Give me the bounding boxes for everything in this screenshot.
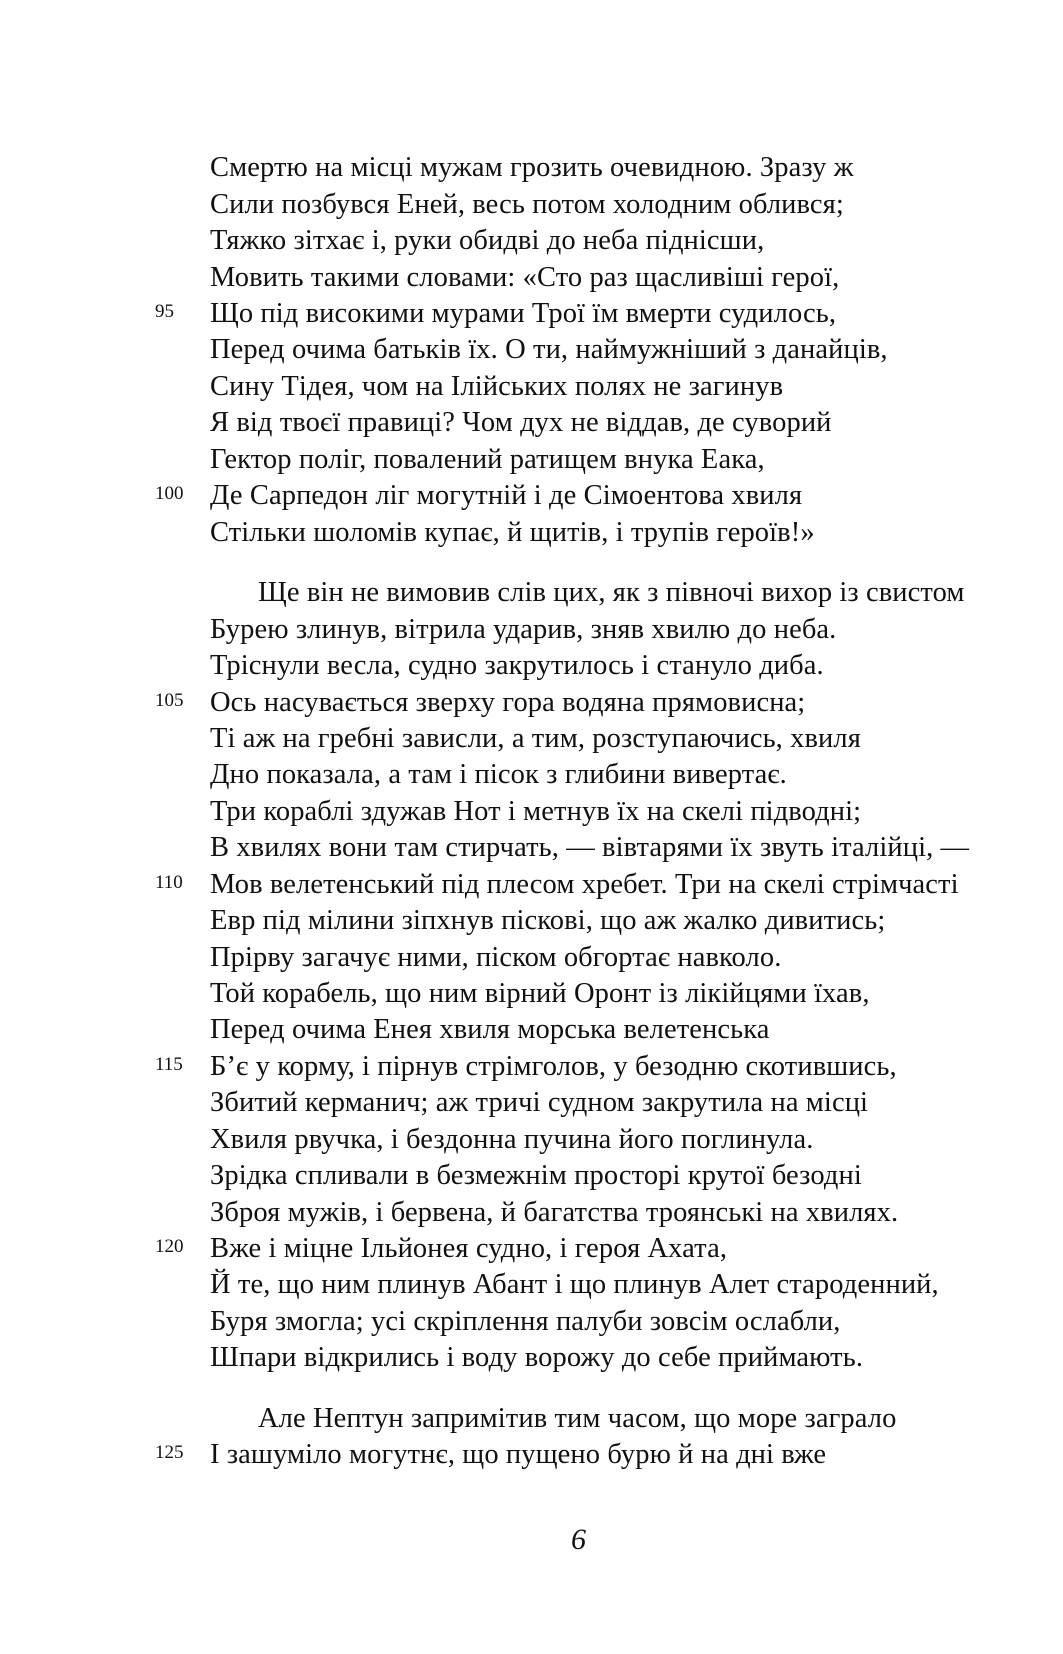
verse-line: Бурею злинув, вітрила ударив, зняв хвилю до неба. bbox=[210, 614, 837, 645]
verse-line: Перед очима Енея хвиля морська велетенська bbox=[210, 1014, 770, 1045]
verse-line: Ось насувається зверху гора водяна прямовисна; bbox=[210, 687, 806, 718]
verse-line: Стільки шоломів купає, й щитів, і трупів героїв!» bbox=[210, 517, 815, 548]
verse-line: Я від твоєї правиці? Чом дух не віддав, де суворий bbox=[210, 407, 832, 438]
verse-line: Смертю на місці мужам грозить очевидною. Зразу ж bbox=[210, 152, 854, 183]
verse-line: Ще він не вимовив слів цих, як з півночі вихор із свистом bbox=[258, 577, 965, 608]
line-number: 110 bbox=[155, 872, 183, 893]
verse-line: В хвилях вони там стирчать, — вівтарями їх звуть італійці, — bbox=[210, 832, 970, 863]
verse-line: Перед очима батьків їх. О ти, наймужніший з данайців, bbox=[210, 334, 888, 365]
verse-line: Що під високими мурами Трої їм вмерти судилось, bbox=[210, 298, 837, 329]
line-number: 100 bbox=[155, 483, 184, 504]
verse-line: Зброя мужів, і бервена, й багатства троянські на хвилях. bbox=[210, 1197, 899, 1228]
verse-line: Збитий керманич; аж тричі судном закрутила на місці bbox=[210, 1087, 869, 1118]
verse-line: Вже і міцне Ільйонея судно, і героя Ахата, bbox=[210, 1233, 728, 1264]
verse-line: Тріснули весла, судно закрутилось і стануло диба. bbox=[210, 650, 824, 681]
verse-line: Дно показала, а там і пісок з глибини вивертає. bbox=[210, 759, 787, 790]
verse-line: Сили позбувся Еней, весь потом холодним облився; bbox=[210, 189, 844, 220]
verse-line: Три кораблі здужав Нот і метнув їх на скелі підводні; bbox=[210, 796, 862, 827]
line-number: 125 bbox=[155, 1442, 184, 1463]
verse-line: Той корабель, що ним вірний Оронт із лікійцями їхав, bbox=[210, 978, 870, 1009]
page-number: 6 bbox=[571, 1523, 586, 1556]
verse-line: І зашуміло могутнє, що пущено бурю й на дні вже bbox=[210, 1439, 827, 1470]
verse-line: Хвиля рвучка, і бездонна пучина його поглинула. bbox=[210, 1124, 814, 1155]
verse-line: Тяжко зітхає і, руки обидві до неба піднісши, bbox=[210, 225, 765, 256]
line-number: 120 bbox=[155, 1236, 184, 1257]
verse-line: Де Сарпедон ліг могутній і де Сімоентова хвиля bbox=[210, 480, 803, 511]
verse-line: Але Нептун запримітив тим часом, що море заграло bbox=[258, 1403, 897, 1434]
line-number: 105 bbox=[155, 690, 184, 711]
verse-line: Евр під мілини зіпхнув піскові, що аж жалко дивитись; bbox=[210, 905, 886, 936]
verse-line: Мовить такими словами: «Сто раз щасливіші герої, bbox=[210, 262, 840, 293]
verse-line: Сину Тідея, чом на Ілійських полях не загинув bbox=[210, 371, 784, 402]
verse-line: Ті аж на гребні зависли, а тим, розступаючись, хвиля bbox=[210, 723, 861, 754]
verse-line: Зрідка спливали в безмежнім просторі крутої безодні bbox=[210, 1160, 862, 1191]
verse-line: Мов велетенський під плесом хребет. Три на скелі стрімчасті bbox=[210, 869, 959, 900]
verse-line: Й те, що ним плинув Абант і що плинув Алет староденний, bbox=[210, 1269, 939, 1300]
verse-line: Шпари відкрились і воду ворожу до себе приймають. bbox=[210, 1342, 864, 1373]
line-number: 115 bbox=[155, 1054, 183, 1075]
verse-line: Гектор поліг, повалений ратищем внука Еака, bbox=[210, 444, 765, 475]
line-number: 95 bbox=[155, 301, 174, 322]
verse-line: Буря змогла; усі скріплення палуби зовсім ослабли, bbox=[210, 1306, 841, 1337]
verse-line: Б’є у корму, і пірнув стрімголов, у безодню скотившись, bbox=[210, 1051, 897, 1082]
verse-line: Прірву загачує ними, піском обгортає навколо. bbox=[210, 942, 782, 973]
